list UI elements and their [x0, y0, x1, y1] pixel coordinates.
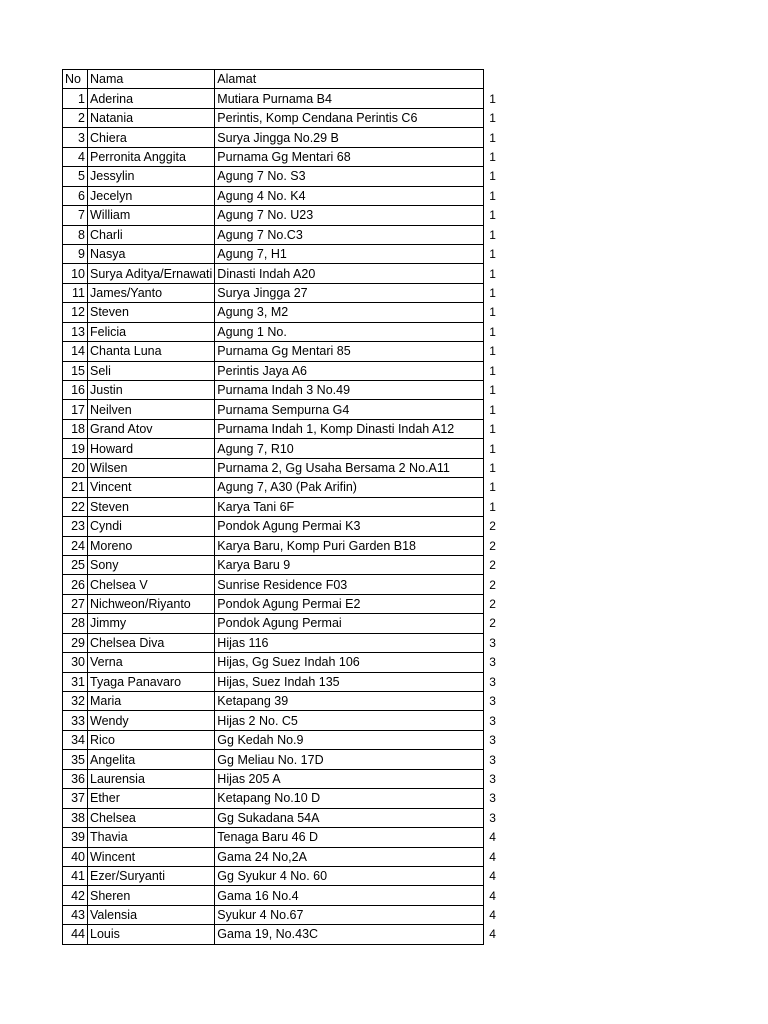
table-row: [63, 789, 506, 808]
cell-nama[interactable]: Ether: [88, 789, 215, 808]
cell-alamat[interactable]: Mutiara Purnama B4: [215, 89, 484, 108]
cell-alamat[interactable]: Purnama Indah 1, Komp Dinasti Indah A12: [215, 419, 484, 438]
cell-group[interactable]: 1: [489, 460, 496, 475]
cell-nama[interactable]: Maria: [88, 692, 215, 711]
cell-alamat[interactable]: Pondok Agung Permai: [215, 614, 484, 633]
cell-alamat[interactable]: Gg Syukur 4 No. 60: [215, 866, 484, 885]
table-row: [63, 808, 506, 827]
cell-group[interactable]: 1: [489, 266, 496, 281]
table-row: [63, 206, 506, 225]
cell-alamat[interactable]: Ketapang 39: [215, 692, 484, 711]
table-row: [63, 381, 506, 400]
cell-nama[interactable]: Sheren: [88, 886, 215, 905]
cell-group[interactable]: 1: [489, 402, 496, 417]
cell-no[interactable]: 34: [63, 730, 88, 749]
cell-nama[interactable]: Steven: [88, 497, 215, 516]
cell-nama[interactable]: Jimmy: [88, 614, 215, 633]
cell-no[interactable]: 23: [63, 517, 88, 536]
table-row: [63, 147, 506, 166]
table-row: [63, 517, 506, 536]
cell-alamat[interactable]: Gama 19, No.43C: [215, 925, 484, 944]
cell-no[interactable]: 13: [63, 322, 88, 341]
table-row: [63, 769, 506, 788]
cell-no[interactable]: 10: [63, 264, 88, 283]
cell-alamat[interactable]: Agung 7 No. U23: [215, 206, 484, 225]
cell-no[interactable]: 14: [63, 342, 88, 361]
cell-no[interactable]: 36: [63, 769, 88, 788]
cell-no[interactable]: 18: [63, 419, 88, 438]
cell-alamat[interactable]: Karya Baru, Komp Puri Garden B18: [215, 536, 484, 555]
cell-group[interactable]: 1: [489, 149, 496, 164]
cell-no[interactable]: 11: [63, 283, 88, 302]
cell-alamat[interactable]: Purnama Indah 3 No.49: [215, 381, 484, 400]
cell-group[interactable]: 2: [489, 616, 496, 631]
cell-nama[interactable]: Chelsea V: [88, 575, 215, 594]
cell-group[interactable]: 1: [489, 130, 496, 145]
cell-group[interactable]: 4: [489, 908, 496, 923]
table-row: [63, 905, 506, 924]
cell-alamat[interactable]: Gg Kedah No.9: [215, 730, 484, 749]
cell-alamat[interactable]: Agung 7 No. S3: [215, 167, 484, 186]
table-row: [63, 555, 506, 574]
cell-no[interactable]: 42: [63, 886, 88, 905]
address-table: [62, 69, 506, 945]
cell-nama[interactable]: Nasya: [88, 244, 215, 263]
table-row: [63, 497, 506, 516]
table-row: [63, 575, 506, 594]
table-row: [63, 925, 506, 944]
cell-nama[interactable]: Chelsea Diva: [88, 633, 215, 652]
table-body: [63, 89, 506, 944]
table-row: [63, 361, 506, 380]
cell-no[interactable]: 41: [63, 866, 88, 885]
cell-alamat[interactable]: Gama 24 No,2A: [215, 847, 484, 866]
cell-alamat[interactable]: Agung 3, M2: [215, 303, 484, 322]
cell-no[interactable]: 12: [63, 303, 88, 322]
cell-alamat[interactable]: Surya Jingga No.29 B: [215, 128, 484, 147]
cell-no[interactable]: 31: [63, 672, 88, 691]
cell-nama[interactable]: Angelita: [88, 750, 215, 769]
cell-nama[interactable]: Felicia: [88, 322, 215, 341]
cell-alamat[interactable]: Hijas, Gg Suez Indah 106: [215, 653, 484, 672]
cell-no[interactable]: 8: [63, 225, 88, 244]
cell-group[interactable]: 2: [489, 519, 496, 534]
cell-nama[interactable]: Chelsea: [88, 808, 215, 827]
cell-no[interactable]: 30: [63, 653, 88, 672]
cell-alamat[interactable]: Purnama Sempurna G4: [215, 400, 484, 419]
cell-group[interactable]: 1: [489, 227, 496, 242]
cell-nama[interactable]: Sony: [88, 555, 215, 574]
cell-alamat[interactable]: Hijas, Suez Indah 135: [215, 672, 484, 691]
cell-group[interactable]: 4: [489, 849, 496, 864]
table-row: [63, 419, 506, 438]
cell-nama[interactable]: Aderina: [88, 89, 215, 108]
cell-nama[interactable]: Seli: [88, 361, 215, 380]
cell-no[interactable]: 16: [63, 381, 88, 400]
cell-alamat[interactable]: Gg Meliau No. 17D: [215, 750, 484, 769]
cell-nama[interactable]: Chanta Luna: [88, 342, 215, 361]
cell-group[interactable]: 4: [489, 927, 496, 942]
table-row: [63, 672, 506, 691]
cell-nama[interactable]: Tyaga Panavaro: [88, 672, 215, 691]
table-row: [63, 692, 506, 711]
table-row: [63, 128, 506, 147]
cell-no[interactable]: 15: [63, 361, 88, 380]
cell-no[interactable]: 43: [63, 905, 88, 924]
cell-no[interactable]: 7: [63, 206, 88, 225]
cell-alamat[interactable]: Surya Jingga 27: [215, 283, 484, 302]
cell-no[interactable]: 28: [63, 614, 88, 633]
cell-no[interactable]: 4: [63, 147, 88, 166]
cell-nama[interactable]: Howard: [88, 439, 215, 458]
header-extra[interactable]: [484, 70, 506, 89]
cell-nama[interactable]: Thavia: [88, 828, 215, 847]
cell-nama[interactable]: Valensia: [88, 905, 215, 924]
cell-alamat[interactable]: Purnama 2, Gg Usaha Bersama 2 No.A11: [215, 458, 484, 477]
cell-alamat[interactable]: Perintis, Komp Cendana Perintis C6: [215, 108, 484, 127]
cell-group[interactable]: 2: [489, 597, 496, 612]
table-row: [63, 866, 506, 885]
cell-group[interactable]: 3: [489, 752, 496, 767]
table-row: [63, 108, 506, 127]
cell-alamat[interactable]: Hijas 116: [215, 633, 484, 652]
cell-group[interactable]: 3: [489, 733, 496, 748]
cell-nama[interactable]: Steven: [88, 303, 215, 322]
cell-group[interactable]: 3: [489, 635, 496, 650]
cell-no[interactable]: 27: [63, 594, 88, 613]
cell-no[interactable]: 38: [63, 808, 88, 827]
header-no[interactable]: No: [63, 70, 88, 89]
cell-alamat[interactable]: Gg Sukadana 54A: [215, 808, 484, 827]
cell-nama[interactable]: Cyndi: [88, 517, 215, 536]
table-row: [63, 225, 506, 244]
cell-nama[interactable]: James/Yanto: [88, 283, 215, 302]
header-nama[interactable]: Nama: [88, 70, 215, 89]
cell-alamat[interactable]: Karya Baru 9: [215, 555, 484, 574]
cell-no[interactable]: 6: [63, 186, 88, 205]
cell-nama[interactable]: Perronita Anggita: [88, 147, 215, 166]
cell-alamat[interactable]: Agung 7, A30 (Pak Arifin): [215, 478, 484, 497]
cell-group[interactable]: 1: [489, 344, 496, 359]
table-row: [63, 828, 506, 847]
table-row: [63, 886, 506, 905]
cell-group[interactable]: 1: [489, 499, 496, 514]
cell-nama[interactable]: Ezer/Suryanti: [88, 866, 215, 885]
cell-group[interactable]: 1: [489, 324, 496, 339]
cell-nama[interactable]: Moreno: [88, 536, 215, 555]
cell-nama[interactable]: Vincent: [88, 478, 215, 497]
cell-alamat[interactable]: Purnama Gg Mentari 85: [215, 342, 484, 361]
cell-group[interactable]: 1: [489, 111, 496, 126]
cell-no[interactable]: 37: [63, 789, 88, 808]
cell-alamat[interactable]: Agung 4 No. K4: [215, 186, 484, 205]
cell-group[interactable]: 2: [489, 538, 496, 553]
cell-group[interactable]: 1: [489, 91, 496, 106]
cell-nama[interactable]: Nichweon/Riyanto: [88, 594, 215, 613]
cell-nama[interactable]: Rico: [88, 730, 215, 749]
cell-alamat[interactable]: Pondok Agung Permai K3: [215, 517, 484, 536]
cell-group[interactable]: 3: [489, 713, 496, 728]
table-row: [63, 244, 506, 263]
cell-group[interactable]: 1: [489, 305, 496, 320]
cell-no[interactable]: 33: [63, 711, 88, 730]
table-row: [63, 653, 506, 672]
cell-no[interactable]: 22: [63, 497, 88, 516]
cell-no[interactable]: 1: [63, 89, 88, 108]
cell-no[interactable]: 19: [63, 439, 88, 458]
table-row: [63, 458, 506, 477]
cell-alamat[interactable]: Gama 16 No.4: [215, 886, 484, 905]
cell-alamat[interactable]: Pondok Agung Permai E2: [215, 594, 484, 613]
cell-alamat[interactable]: Purnama Gg Mentari 68: [215, 147, 484, 166]
cell-group[interactable]: 1: [489, 363, 496, 378]
cell-no[interactable]: 3: [63, 128, 88, 147]
cell-nama[interactable]: Verna: [88, 653, 215, 672]
cell-no[interactable]: 20: [63, 458, 88, 477]
cell-nama[interactable]: Natania: [88, 108, 215, 127]
table-row: [63, 342, 506, 361]
cell-group[interactable]: 1: [489, 188, 496, 203]
table-row: [63, 536, 506, 555]
cell-group[interactable]: 4: [489, 869, 496, 884]
cell-nama[interactable]: Jessylin: [88, 167, 215, 186]
cell-nama[interactable]: Grand Atov: [88, 419, 215, 438]
table-row: [63, 89, 506, 108]
cell-no[interactable]: 39: [63, 828, 88, 847]
cell-group[interactable]: 4: [489, 888, 496, 903]
cell-nama[interactable]: Chiera: [88, 128, 215, 147]
cell-group[interactable]: 1: [489, 480, 496, 495]
cell-alamat[interactable]: Agung 7, R10: [215, 439, 484, 458]
cell-nama[interactable]: William: [88, 206, 215, 225]
cell-no[interactable]: 25: [63, 555, 88, 574]
cell-group[interactable]: 1: [489, 383, 496, 398]
cell-nama[interactable]: Louis: [88, 925, 215, 944]
cell-no[interactable]: 40: [63, 847, 88, 866]
cell-group[interactable]: 3: [489, 791, 496, 806]
cell-group[interactable]: 3: [489, 655, 496, 670]
cell-nama[interactable]: Surya Aditya/Ernawati: [88, 264, 215, 283]
cell-alamat[interactable]: Hijas 205 A: [215, 769, 484, 788]
cell-group[interactable]: 3: [489, 771, 496, 786]
table-row: [63, 847, 506, 866]
cell-alamat[interactable]: Ketapang No.10 D: [215, 789, 484, 808]
cell-alamat[interactable]: Karya Tani 6F: [215, 497, 484, 516]
cell-group[interactable]: 1: [489, 208, 496, 223]
cell-no[interactable]: 29: [63, 633, 88, 652]
cell-nama[interactable]: Charli: [88, 225, 215, 244]
table-row: [63, 633, 506, 652]
cell-no[interactable]: 2: [63, 108, 88, 127]
cell-nama[interactable]: Wilsen: [88, 458, 215, 477]
cell-group[interactable]: 3: [489, 694, 496, 709]
table-row: [63, 594, 506, 613]
cell-alamat[interactable]: Sunrise Residence F03: [215, 575, 484, 594]
cell-group[interactable]: 1: [489, 169, 496, 184]
table-row: [63, 400, 506, 419]
table-row: [63, 439, 506, 458]
cell-group[interactable]: 1: [489, 441, 496, 456]
table-row: [63, 478, 506, 497]
cell-nama[interactable]: Neilven: [88, 400, 215, 419]
cell-group[interactable]: 2: [489, 558, 496, 573]
cell-group[interactable]: 1: [489, 286, 496, 301]
header-alamat[interactable]: Alamat: [215, 70, 484, 89]
table-row: [63, 322, 506, 341]
cell-nama[interactable]: Wincent: [88, 847, 215, 866]
table-row: [63, 167, 506, 186]
table-row: [63, 186, 506, 205]
header-row: [63, 70, 506, 89]
table-row: [63, 711, 506, 730]
cell-nama[interactable]: Jecelyn: [88, 186, 215, 205]
table-row: [63, 750, 506, 769]
cell-alamat[interactable]: Syukur 4 No.67: [215, 905, 484, 924]
cell-no[interactable]: 32: [63, 692, 88, 711]
cell-group[interactable]: 2: [489, 577, 496, 592]
cell-no[interactable]: 26: [63, 575, 88, 594]
table-row: [63, 283, 506, 302]
cell-alamat[interactable]: Agung 1 No.: [215, 322, 484, 341]
cell-alamat[interactable]: Agung 7, H1: [215, 244, 484, 263]
cell-group[interactable]: 4: [489, 830, 496, 845]
cell-no[interactable]: 17: [63, 400, 88, 419]
cell-no[interactable]: 9: [63, 244, 88, 263]
cell-alamat[interactable]: Tenaga Baru 46 D: [215, 828, 484, 847]
table-row: [63, 614, 506, 633]
cell-no[interactable]: 44: [63, 925, 88, 944]
cell-no[interactable]: 24: [63, 536, 88, 555]
cell-group[interactable]: 3: [489, 674, 496, 689]
cell-alamat[interactable]: Dinasti Indah A20: [215, 264, 484, 283]
cell-alamat[interactable]: Perintis Jaya A6: [215, 361, 484, 380]
cell-group[interactable]: 3: [489, 810, 496, 825]
table-row: [63, 264, 506, 283]
cell-no[interactable]: 35: [63, 750, 88, 769]
cell-group[interactable]: 1: [489, 247, 496, 262]
cell-no[interactable]: 21: [63, 478, 88, 497]
cell-alamat[interactable]: Hijas 2 No. C5: [215, 711, 484, 730]
table-row: [63, 303, 506, 322]
cell-nama[interactable]: Wendy: [88, 711, 215, 730]
cell-nama[interactable]: Justin: [88, 381, 215, 400]
table-row: [63, 730, 506, 749]
cell-nama[interactable]: Laurensia: [88, 769, 215, 788]
cell-group[interactable]: 1: [489, 422, 496, 437]
cell-alamat[interactable]: Agung 7 No.C3: [215, 225, 484, 244]
cell-no[interactable]: 5: [63, 167, 88, 186]
